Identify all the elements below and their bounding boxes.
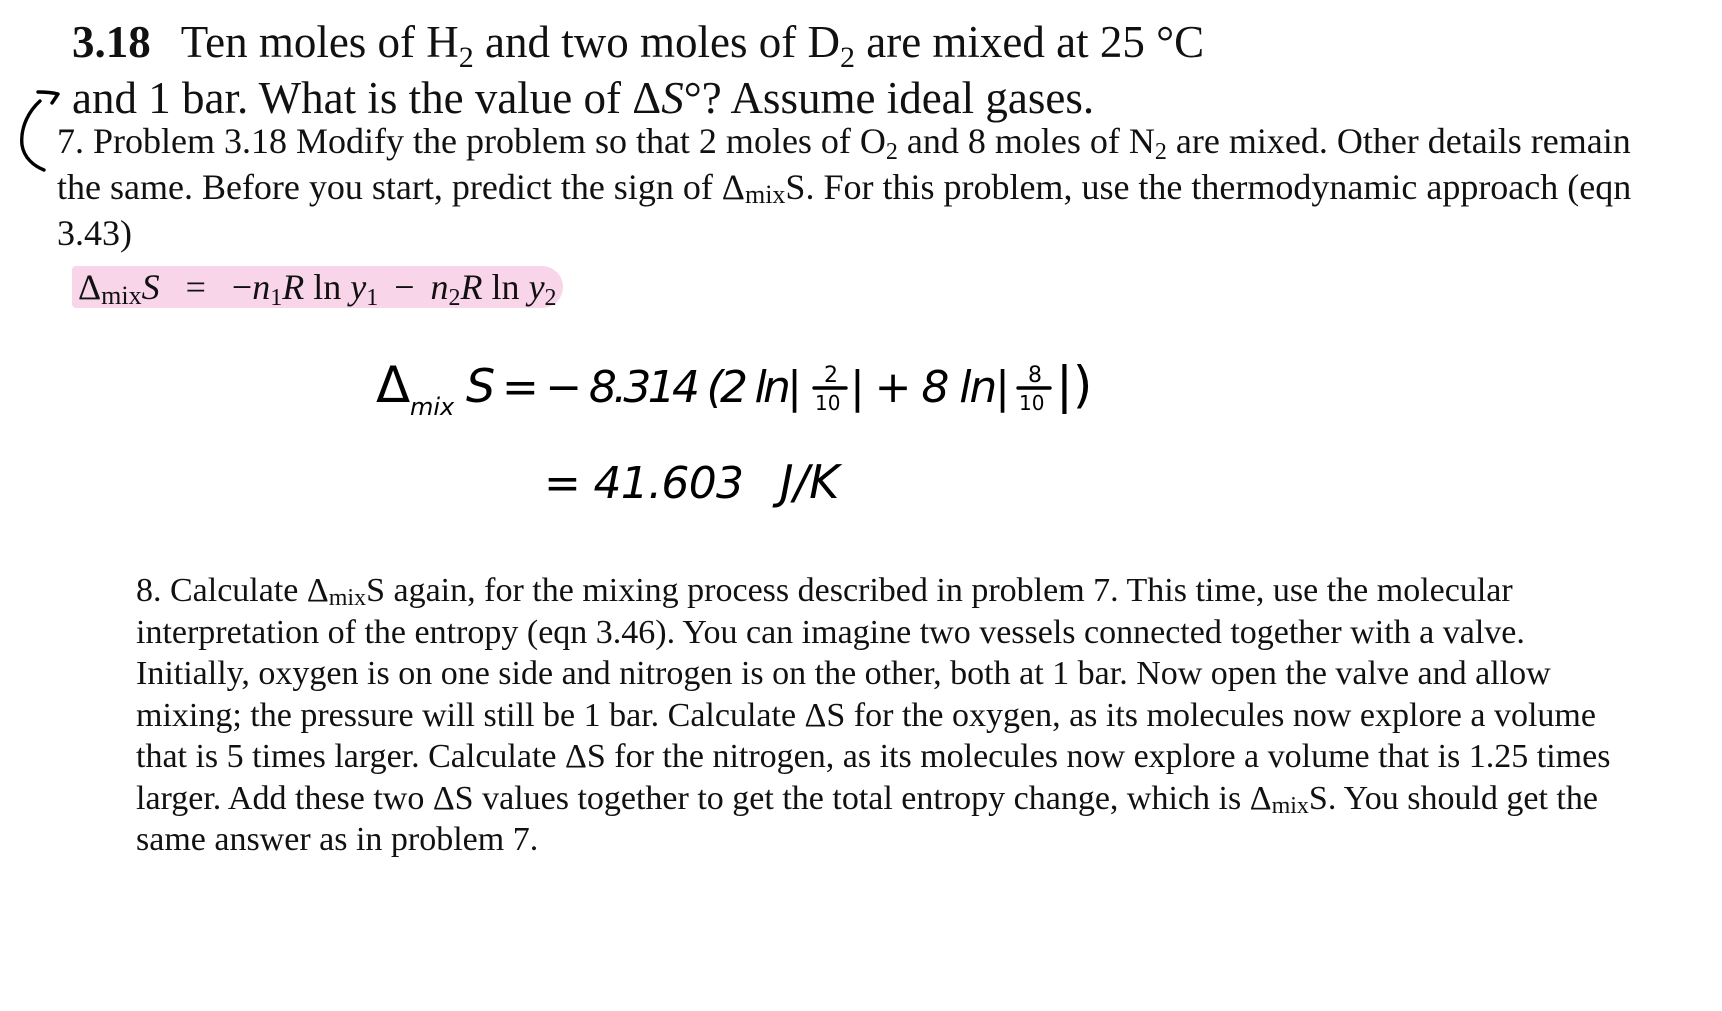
problem-7: 7. Problem 3.18 Modify the problem so that 2 moles of $O_2$ and 8 moles of $N_2$ are mixed. Other details remain the same. Before you start, predict the sign of ΔmixS. For this problem, use the thermodynamic approach (eqn 3.43)	[57, 121, 1632, 253]
hw-frac2-den: 10	[1019, 391, 1045, 415]
hw-frac2-num: 8	[1028, 363, 1042, 388]
problem-3-18-line1: 3.18 Ten moles of $H_2$ and two moles of $D_2$ are mixed at 25 °C	[72, 17, 1205, 74]
hw-mix: mix	[410, 393, 455, 421]
margin-bracket-arrow-icon	[22, 92, 58, 170]
problem-3-18-line2: and 1 bar. What is the value of ΔS°? Assume ideal gases.	[72, 73, 1095, 123]
hw-frac1-den: 10	[815, 391, 841, 415]
problem-3-18	[72, 14, 1632, 126]
problem-8: 8. Calculate ΔmixS again, for the mixing process described in problem 7. This time, use the molecular interpretation of the entropy (eqn 3.46). You can imagine two vessels connected together with a valve. Initially, oxygen is on one side and nitrogen is on the other, both at 1 bar. Now open the valve and allow mixing; the pressure will still be 1 bar. Calculate ΔS for the oxygen, as its molecules now explore a volume that is 5 times larger. Calculate ΔS for the nitrogen, as its molecules now explore a volume that is 1.25 times larger. Add these two ΔS values together to get the total entropy change, which is ΔmixS. You should get the same answer as in problem 7.	[136, 572, 1611, 858]
problem-number: 3.18	[72, 17, 151, 67]
hw-plus-term: | + 8 ln|	[850, 362, 1010, 413]
hw-delta: Δ	[376, 356, 411, 414]
hw-expression: = − 8.314 (2 ln|	[502, 362, 802, 413]
highlighted-equation: ΔmixS = $-n_1R$ $\ln y_1 - n_2R$ $\ln y_2$	[72, 266, 563, 308]
hw-frac1-num: 2	[824, 363, 838, 388]
hw-s: S	[466, 359, 496, 413]
hw-result-units: J/K	[780, 455, 840, 509]
hw-close-paren: |)	[1056, 356, 1093, 414]
handwritten-calculation	[376, 356, 1092, 509]
hw-result-value: = 41.603	[544, 458, 744, 509]
